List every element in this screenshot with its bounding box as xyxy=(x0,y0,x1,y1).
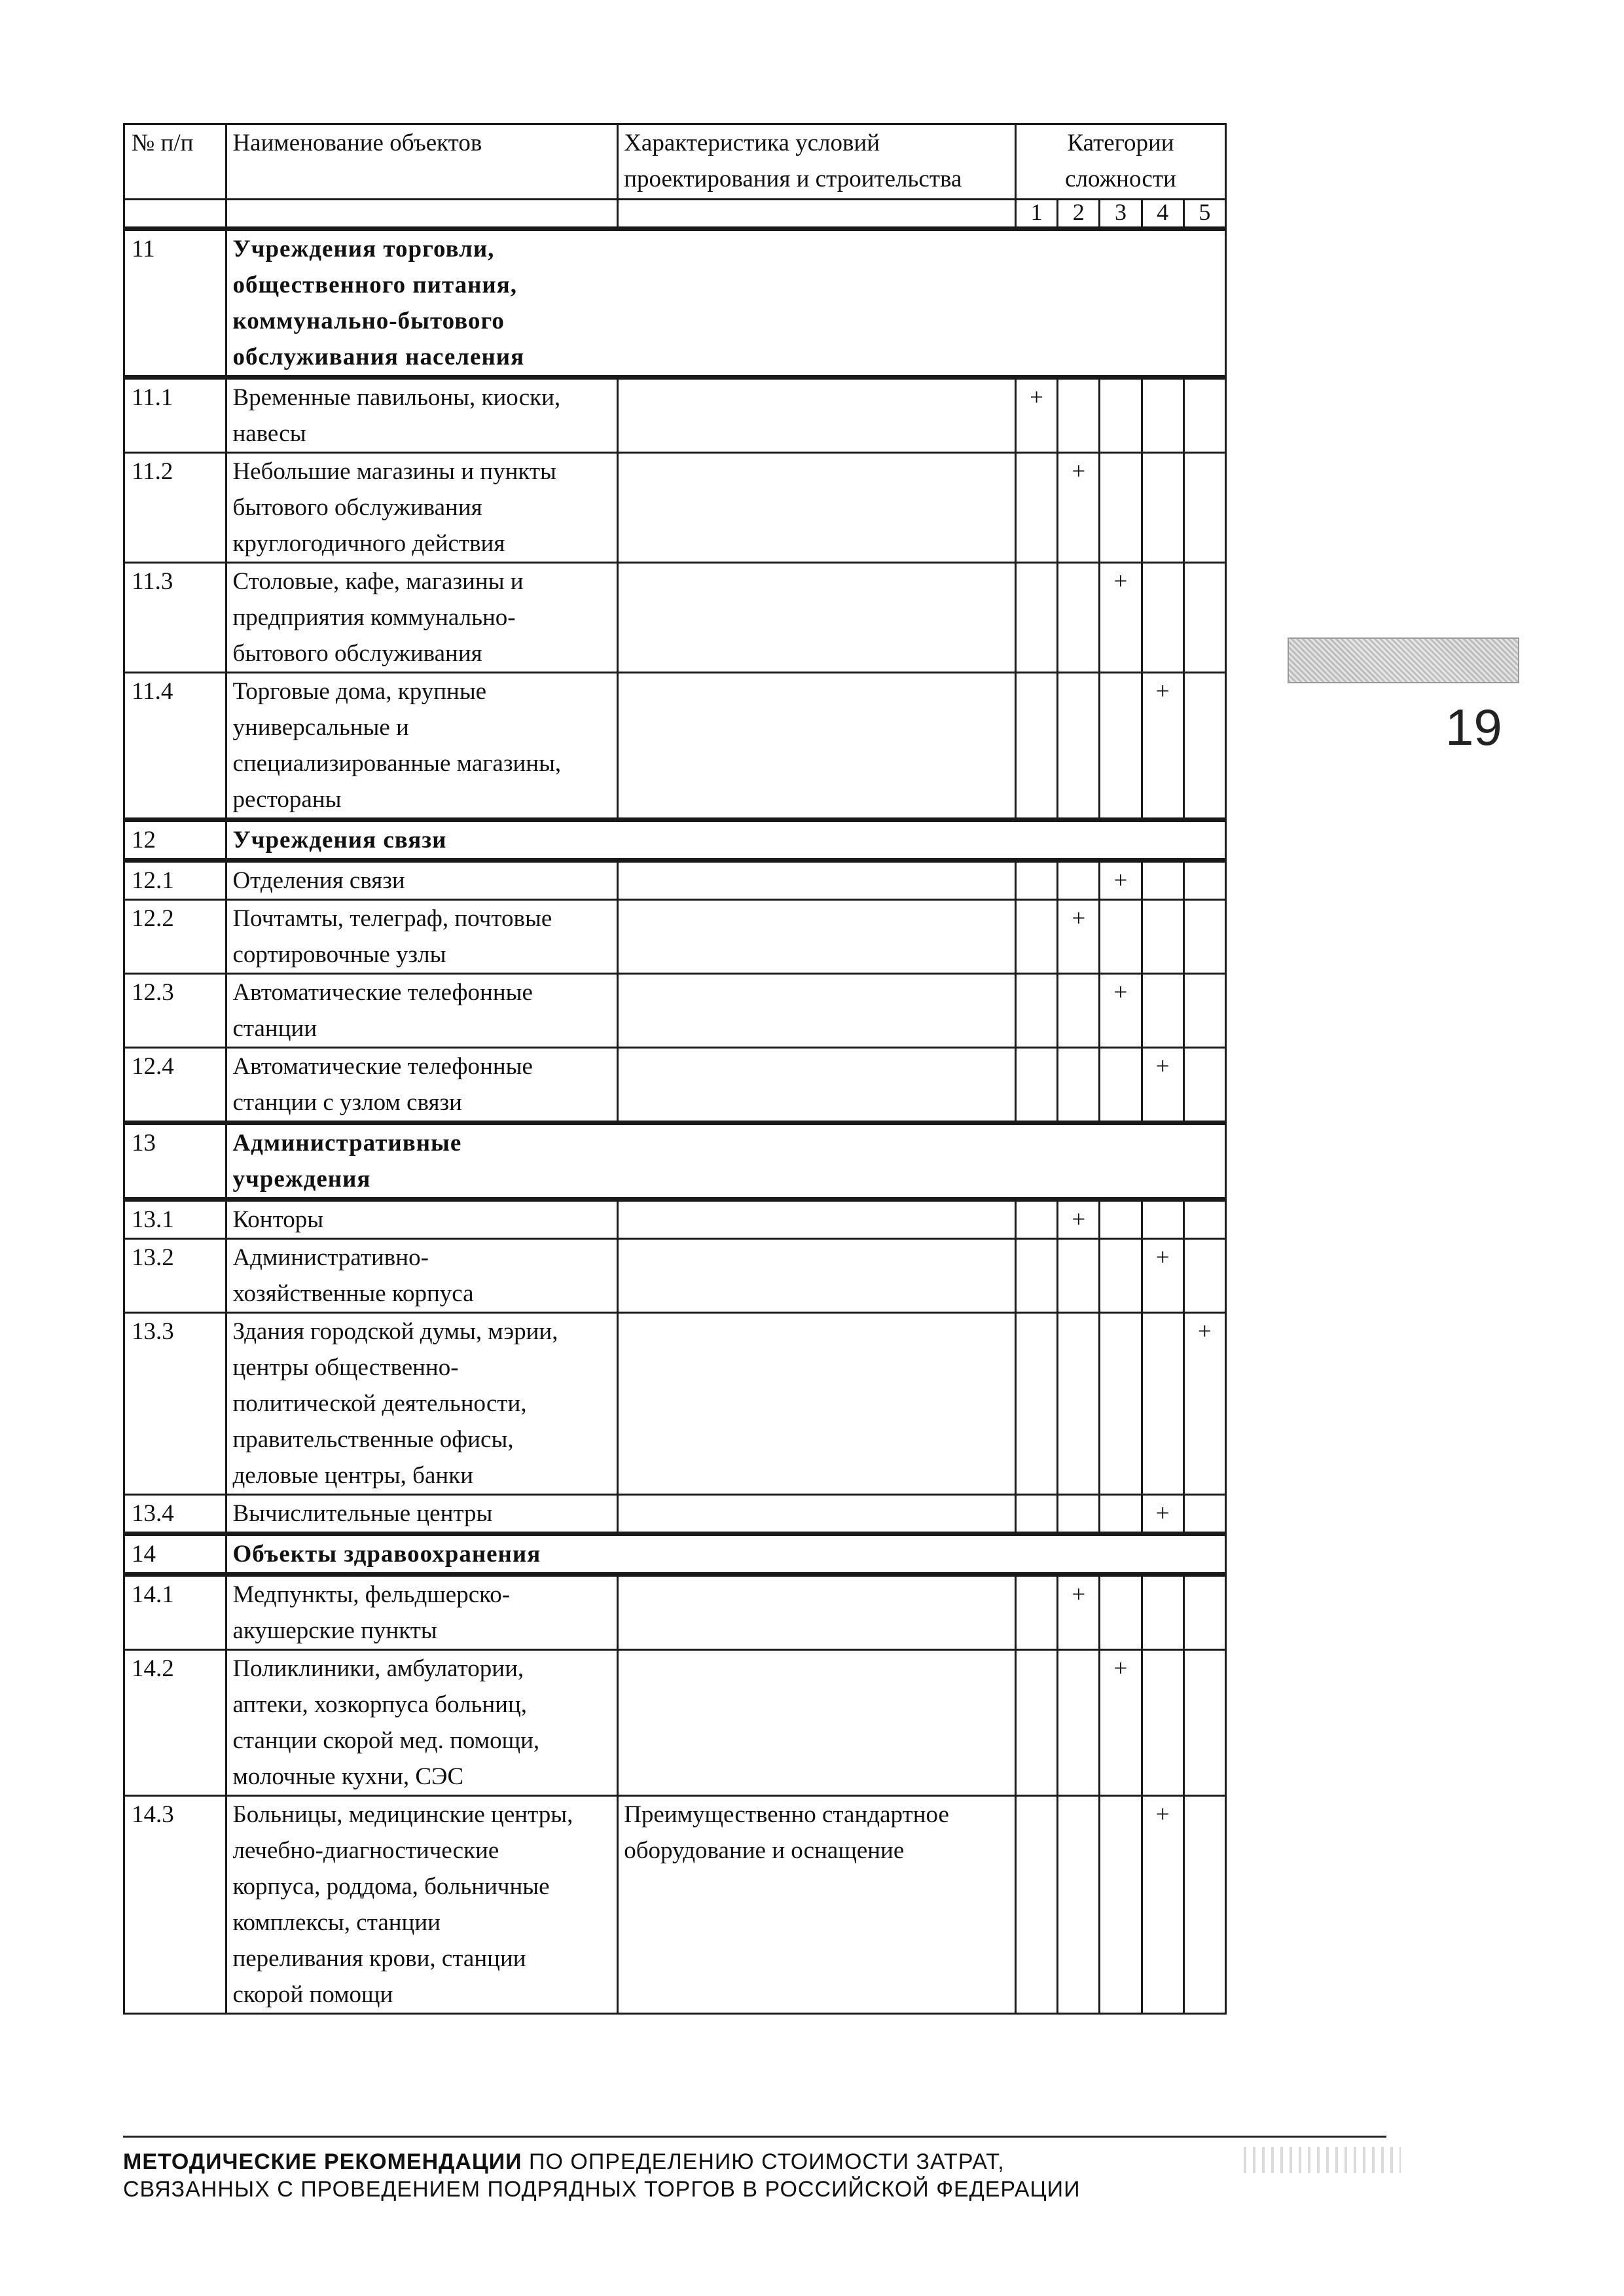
category-3-mark xyxy=(1100,1313,1142,1495)
category-5-mark xyxy=(1183,1200,1225,1239)
header-categories xyxy=(1015,124,1225,200)
section-title-line: учреждения xyxy=(232,1166,371,1193)
category-4-mark xyxy=(1142,453,1183,563)
category-2-mark xyxy=(1058,1313,1100,1495)
category-5-mark: + xyxy=(1183,1313,1225,1495)
header-blank-conditions xyxy=(618,200,1016,229)
faint-stamp xyxy=(1244,2147,1401,2173)
object-name-line: скорой помощи xyxy=(232,1981,393,2008)
conditions xyxy=(618,673,1016,820)
category-2-mark xyxy=(1058,861,1100,900)
category-3-mark xyxy=(1100,453,1142,563)
object-name-line: акушерские пункты xyxy=(232,1617,437,1644)
object-name-line: рестораны xyxy=(232,786,342,813)
section-title-line: обслуживания населения xyxy=(232,344,525,370)
header-num: № п/п xyxy=(124,124,226,200)
row-number: 13.2 xyxy=(124,1239,226,1313)
object-name-line: лечебно-диагностические xyxy=(232,1837,499,1864)
conditions xyxy=(618,1313,1016,1495)
object-name-line: Временные павильоны, киоски, xyxy=(232,384,561,411)
table-row xyxy=(124,1575,1226,1650)
object-name xyxy=(226,453,618,563)
footer xyxy=(123,2148,1367,2203)
table-row xyxy=(124,1048,1226,1123)
header-name: Наименование объектов xyxy=(226,124,618,200)
table-row xyxy=(124,453,1226,563)
table-row xyxy=(124,1495,1226,1534)
conditions xyxy=(618,563,1016,673)
footer-rule xyxy=(123,2136,1386,2138)
object-name-line: специализированные магазины, xyxy=(232,750,562,777)
category-1-mark xyxy=(1015,1575,1057,1650)
object-name-line: деловые центры, банки xyxy=(232,1462,473,1489)
section-row xyxy=(124,820,1226,861)
category-4-mark xyxy=(1142,900,1183,974)
conditions xyxy=(618,900,1016,974)
category-1-mark xyxy=(1015,1200,1057,1239)
category-2-mark xyxy=(1058,1796,1100,2014)
row-number: 12.2 xyxy=(124,900,226,974)
object-name-line: станции xyxy=(232,1015,317,1042)
section-title-line: коммунально-бытового xyxy=(232,308,505,334)
object-name-line: переливания крови, станции xyxy=(232,1945,526,1972)
category-2-mark: + xyxy=(1058,1575,1100,1650)
object-name-line: центры общественно- xyxy=(232,1354,459,1381)
object-name-line: Почтамты, телеграф, почтовые xyxy=(232,905,552,932)
category-3-mark xyxy=(1100,673,1142,820)
category-3-mark xyxy=(1100,1796,1142,2014)
object-name-line: сортировочные узлы xyxy=(232,941,446,968)
category-4-mark xyxy=(1142,563,1183,673)
footer-bold-title: МЕТОДИЧЕСКИЕ РЕКОМЕНДАЦИИ xyxy=(123,2149,522,2174)
section-row xyxy=(124,1534,1226,1575)
conditions xyxy=(618,453,1016,563)
section-row xyxy=(124,1123,1226,1200)
category-4-mark: + xyxy=(1142,1048,1183,1123)
side-decoration xyxy=(1288,637,1519,683)
category-4-mark: + xyxy=(1142,673,1183,820)
object-name-line: станции скорой мед. помощи, xyxy=(232,1727,540,1754)
table-row xyxy=(124,1239,1226,1313)
object-name xyxy=(226,1239,618,1313)
object-name-line: бытового обслуживания xyxy=(232,494,482,521)
row-number: 12.3 xyxy=(124,974,226,1048)
header-blank-name xyxy=(226,200,618,229)
section-number: 12 xyxy=(124,820,226,861)
section-row xyxy=(124,229,1226,378)
conditions-line: оборудование и оснащение xyxy=(624,1837,905,1864)
category-2-mark xyxy=(1058,563,1100,673)
category-1-mark xyxy=(1015,1796,1057,2014)
category-3-mark: + xyxy=(1100,1650,1142,1796)
category-5-label: 5 xyxy=(1183,200,1225,229)
category-3-mark xyxy=(1100,1495,1142,1534)
category-4-mark: + xyxy=(1142,1239,1183,1313)
category-2-mark xyxy=(1058,1495,1100,1534)
object-name-line: Вычислительные центры xyxy=(232,1500,493,1527)
category-5-mark xyxy=(1183,1575,1225,1650)
category-1-label: 1 xyxy=(1015,200,1057,229)
category-5-mark xyxy=(1183,861,1225,900)
category-2-mark xyxy=(1058,378,1100,453)
conditions xyxy=(618,861,1016,900)
row-number: 13.1 xyxy=(124,1200,226,1239)
row-number: 12.1 xyxy=(124,861,226,900)
object-name-line: политической деятельности, xyxy=(232,1390,527,1417)
conditions-line: Преимущественно стандартное xyxy=(624,1801,949,1828)
category-5-mark xyxy=(1183,563,1225,673)
object-name-line: Поликлиники, амбулатории, xyxy=(232,1655,524,1682)
object-name-line: Столовые, кафе, магазины и xyxy=(232,568,524,595)
object-name-line: Торговые дома, крупные xyxy=(232,678,487,705)
category-3-mark: + xyxy=(1100,563,1142,673)
category-2-mark: + xyxy=(1058,900,1100,974)
category-1-mark xyxy=(1015,1048,1057,1123)
object-name-line: хозяйственные корпуса xyxy=(232,1280,474,1307)
category-1-mark xyxy=(1015,453,1057,563)
section-title-line: Учреждения связи xyxy=(232,827,447,853)
object-name-line: Административно- xyxy=(232,1244,429,1271)
object-name-line: предприятия коммунально- xyxy=(232,604,516,631)
header-categories-line2: сложности xyxy=(1065,166,1176,192)
table-row xyxy=(124,563,1226,673)
table-row xyxy=(124,1200,1226,1239)
object-name-line: Медпункты, фельдшерско- xyxy=(232,1581,511,1608)
complexity-table xyxy=(123,123,1227,2015)
category-5-mark xyxy=(1183,900,1225,974)
table-row xyxy=(124,378,1226,453)
category-2-mark xyxy=(1058,1650,1100,1796)
section-title-line: Административные xyxy=(232,1130,462,1157)
footer-line1-rest: ПО ОПРЕДЕЛЕНИЮ СТОИМОСТИ ЗАТРАТ, xyxy=(522,2149,1005,2174)
footer-line1 xyxy=(123,2148,1367,2176)
category-3-mark xyxy=(1100,1048,1142,1123)
category-5-mark xyxy=(1183,1495,1225,1534)
category-3-mark: + xyxy=(1100,974,1142,1048)
category-3-mark xyxy=(1100,900,1142,974)
row-number: 13.4 xyxy=(124,1495,226,1534)
header-conditions-line2: проектирования и строительства xyxy=(624,166,962,192)
category-1-mark xyxy=(1015,861,1057,900)
conditions xyxy=(618,1495,1016,1534)
category-5-mark xyxy=(1183,378,1225,453)
table-row xyxy=(124,673,1226,820)
object-name-line: аптеки, хозкорпуса больниц, xyxy=(232,1691,528,1718)
category-5-mark xyxy=(1183,1796,1225,2014)
object-name xyxy=(226,861,618,900)
row-number: 11.3 xyxy=(124,563,226,673)
table-row xyxy=(124,1650,1226,1796)
category-2-mark xyxy=(1058,974,1100,1048)
category-4-mark xyxy=(1142,1313,1183,1495)
conditions xyxy=(618,1650,1016,1796)
footer-line2: СВЯЗАННЫХ С ПРОВЕДЕНИЕМ ПОДРЯДНЫХ ТОРГОВ В РОССИЙСКОЙ ФЕДЕРАЦИИ xyxy=(123,2177,1081,2202)
conditions xyxy=(618,1575,1016,1650)
table-row xyxy=(124,1313,1226,1495)
section-number: 11 xyxy=(124,229,226,378)
row-number: 11.1 xyxy=(124,378,226,453)
object-name-line: Больницы, медицинские центры, xyxy=(232,1801,573,1828)
conditions xyxy=(618,1239,1016,1313)
header-conditions xyxy=(618,124,1016,200)
section-title xyxy=(226,229,1226,378)
row-number: 14.2 xyxy=(124,1650,226,1796)
category-1-mark xyxy=(1015,1239,1057,1313)
category-3-mark xyxy=(1100,1200,1142,1239)
object-name xyxy=(226,673,618,820)
table-body xyxy=(124,124,1226,2014)
category-1-mark xyxy=(1015,1313,1057,1495)
conditions xyxy=(618,1200,1016,1239)
object-name xyxy=(226,1575,618,1650)
category-5-mark xyxy=(1183,1048,1225,1123)
category-2-mark: + xyxy=(1058,453,1100,563)
category-5-mark xyxy=(1183,974,1225,1048)
object-name-line: круглогодичного действия xyxy=(232,530,505,557)
category-4-mark xyxy=(1142,974,1183,1048)
section-title xyxy=(226,1534,1226,1575)
category-2-mark xyxy=(1058,673,1100,820)
section-number: 14 xyxy=(124,1534,226,1575)
object-name xyxy=(226,1048,618,1123)
row-number: 13.3 xyxy=(124,1313,226,1495)
object-name-line: бытового обслуживания xyxy=(232,640,482,667)
table-row xyxy=(124,861,1226,900)
category-2-mark: + xyxy=(1058,1200,1100,1239)
category-4-mark xyxy=(1142,1200,1183,1239)
category-3-mark xyxy=(1100,378,1142,453)
category-5-mark xyxy=(1183,673,1225,820)
category-4-mark xyxy=(1142,378,1183,453)
conditions xyxy=(618,974,1016,1048)
section-title-line: общественного питания, xyxy=(232,272,517,298)
object-name-line: правительственные офисы, xyxy=(232,1426,514,1453)
section-title xyxy=(226,820,1226,861)
object-name xyxy=(226,1650,618,1796)
category-4-mark xyxy=(1142,1650,1183,1796)
header-row xyxy=(124,124,1226,200)
object-name-line: Автоматические телефонные xyxy=(232,1053,533,1080)
object-name-line: Отделения связи xyxy=(232,867,405,894)
category-4-mark: + xyxy=(1142,1495,1183,1534)
header-conditions-line1: Характеристика условий xyxy=(624,130,880,156)
category-4-mark: + xyxy=(1142,1796,1183,2014)
category-1-mark xyxy=(1015,1495,1057,1534)
section-title-line: Учреждения торговли, xyxy=(232,236,495,262)
object-name xyxy=(226,563,618,673)
row-number: 11.2 xyxy=(124,453,226,563)
row-number: 14.3 xyxy=(124,1796,226,2014)
category-3-mark xyxy=(1100,1239,1142,1313)
header-numbers-row xyxy=(124,200,1226,229)
conditions xyxy=(618,378,1016,453)
category-1-mark: + xyxy=(1015,378,1057,453)
category-1-mark xyxy=(1015,563,1057,673)
object-name xyxy=(226,900,618,974)
table-row xyxy=(124,900,1226,974)
table-row xyxy=(124,1796,1226,2014)
category-4-mark xyxy=(1142,861,1183,900)
object-name xyxy=(226,378,618,453)
category-3-mark: + xyxy=(1100,861,1142,900)
section-number: 13 xyxy=(124,1123,226,1200)
object-name xyxy=(226,1796,618,2014)
row-number: 11.4 xyxy=(124,673,226,820)
row-number: 14.1 xyxy=(124,1575,226,1650)
section-title-line: Объекты здравоохранения xyxy=(232,1541,541,1568)
category-3-mark xyxy=(1100,1575,1142,1650)
category-4-mark xyxy=(1142,1575,1183,1650)
section-title xyxy=(226,1123,1226,1200)
category-1-mark xyxy=(1015,900,1057,974)
row-number: 12.4 xyxy=(124,1048,226,1123)
object-name xyxy=(226,974,618,1048)
object-name-line: универсальные и xyxy=(232,714,409,741)
category-5-mark xyxy=(1183,1239,1225,1313)
object-name-line: Небольшие магазины и пункты xyxy=(232,458,556,485)
object-name-line: станции с узлом связи xyxy=(232,1089,462,1116)
category-2-mark xyxy=(1058,1239,1100,1313)
category-2-mark xyxy=(1058,1048,1100,1123)
object-name xyxy=(226,1313,618,1495)
object-name-line: Автоматические телефонные xyxy=(232,979,533,1006)
category-1-mark xyxy=(1015,673,1057,820)
object-name-line: навесы xyxy=(232,420,306,447)
category-1-mark xyxy=(1015,1650,1057,1796)
category-1-mark xyxy=(1015,974,1057,1048)
category-2-label: 2 xyxy=(1058,200,1100,229)
object-name-line: молочные кухни, СЭС xyxy=(232,1763,464,1790)
header-blank-num xyxy=(124,200,226,229)
category-5-mark xyxy=(1183,1650,1225,1796)
object-name xyxy=(226,1200,618,1239)
category-3-label: 3 xyxy=(1100,200,1142,229)
table-row xyxy=(124,974,1226,1048)
object-name-line: Конторы xyxy=(232,1206,324,1233)
object-name-line: Здания городской думы, мэрии, xyxy=(232,1318,558,1345)
object-name-line: корпуса, роддома, больничные xyxy=(232,1873,550,1900)
conditions xyxy=(618,1048,1016,1123)
category-4-label: 4 xyxy=(1142,200,1183,229)
page-number: 19 xyxy=(1445,698,1502,756)
category-5-mark xyxy=(1183,453,1225,563)
conditions xyxy=(618,1796,1016,2014)
header-categories-line1: Категории xyxy=(1067,130,1174,156)
object-name xyxy=(226,1495,618,1534)
object-name-line: комплексы, станции xyxy=(232,1909,441,1936)
